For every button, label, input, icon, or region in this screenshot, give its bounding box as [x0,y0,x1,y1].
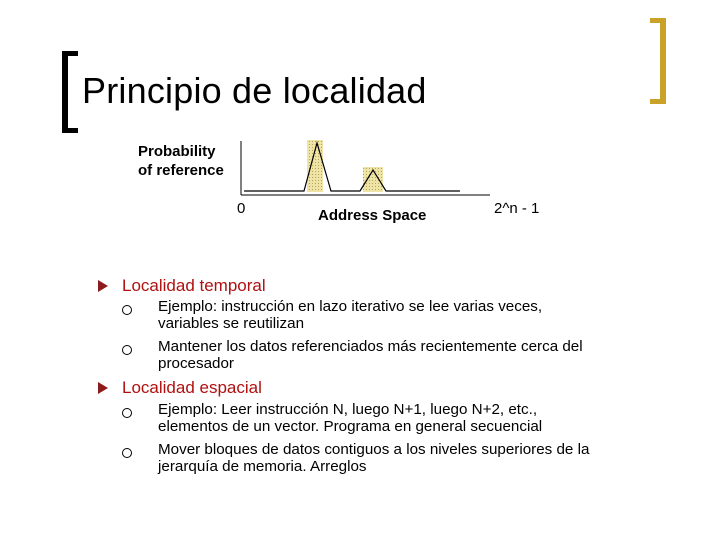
sub-bullet-line1: Mantener los datos referenciados más recientemente cerca del [158,338,583,355]
bullet-label: Localidad espacial [122,378,262,397]
slide-title: Principio de localidad [82,70,427,111]
bullet-label: Localidad temporal [122,276,266,295]
sub-bullet-line1: Ejemplo: instrucción en lazo iterativo se lee varias veces, [158,298,543,315]
sub-bullet-line2: variables se reutilizan [158,315,305,332]
hatched-region-1 [307,140,323,192]
sub-bullet-line1: Ejemplo: Leer instrucción N, luego N+1, luego N+2, etc., [158,401,538,418]
sub-bullet-line2: jerarquía de memoria. Arreglos [158,458,367,475]
sub-bullet-line1: Mover bloques de datos contiguos a los niveles superiores de la [158,441,590,458]
sub-bullet-circle-icon [122,448,132,458]
sub-bullet-circle-icon [122,345,132,355]
x-axis-start-label: 0 [237,200,246,217]
x-axis-title: Address Space [318,207,427,224]
sub-bullet-line2: elementos de un vector. Programa en general secuencial [158,418,543,435]
probability-curve [244,143,460,191]
bullet-marker-icon [98,280,108,292]
bullet-marker-icon [98,382,108,394]
x-axis-end-label: 2^n - 1 [494,200,540,217]
sub-bullet-circle-icon [122,408,132,418]
y-axis-label-line1: Probability [138,143,216,160]
y-axis-label-line2: of reference [138,162,224,179]
sub-bullet-circle-icon [122,305,132,315]
sub-bullet-line2: procesador [158,355,234,372]
